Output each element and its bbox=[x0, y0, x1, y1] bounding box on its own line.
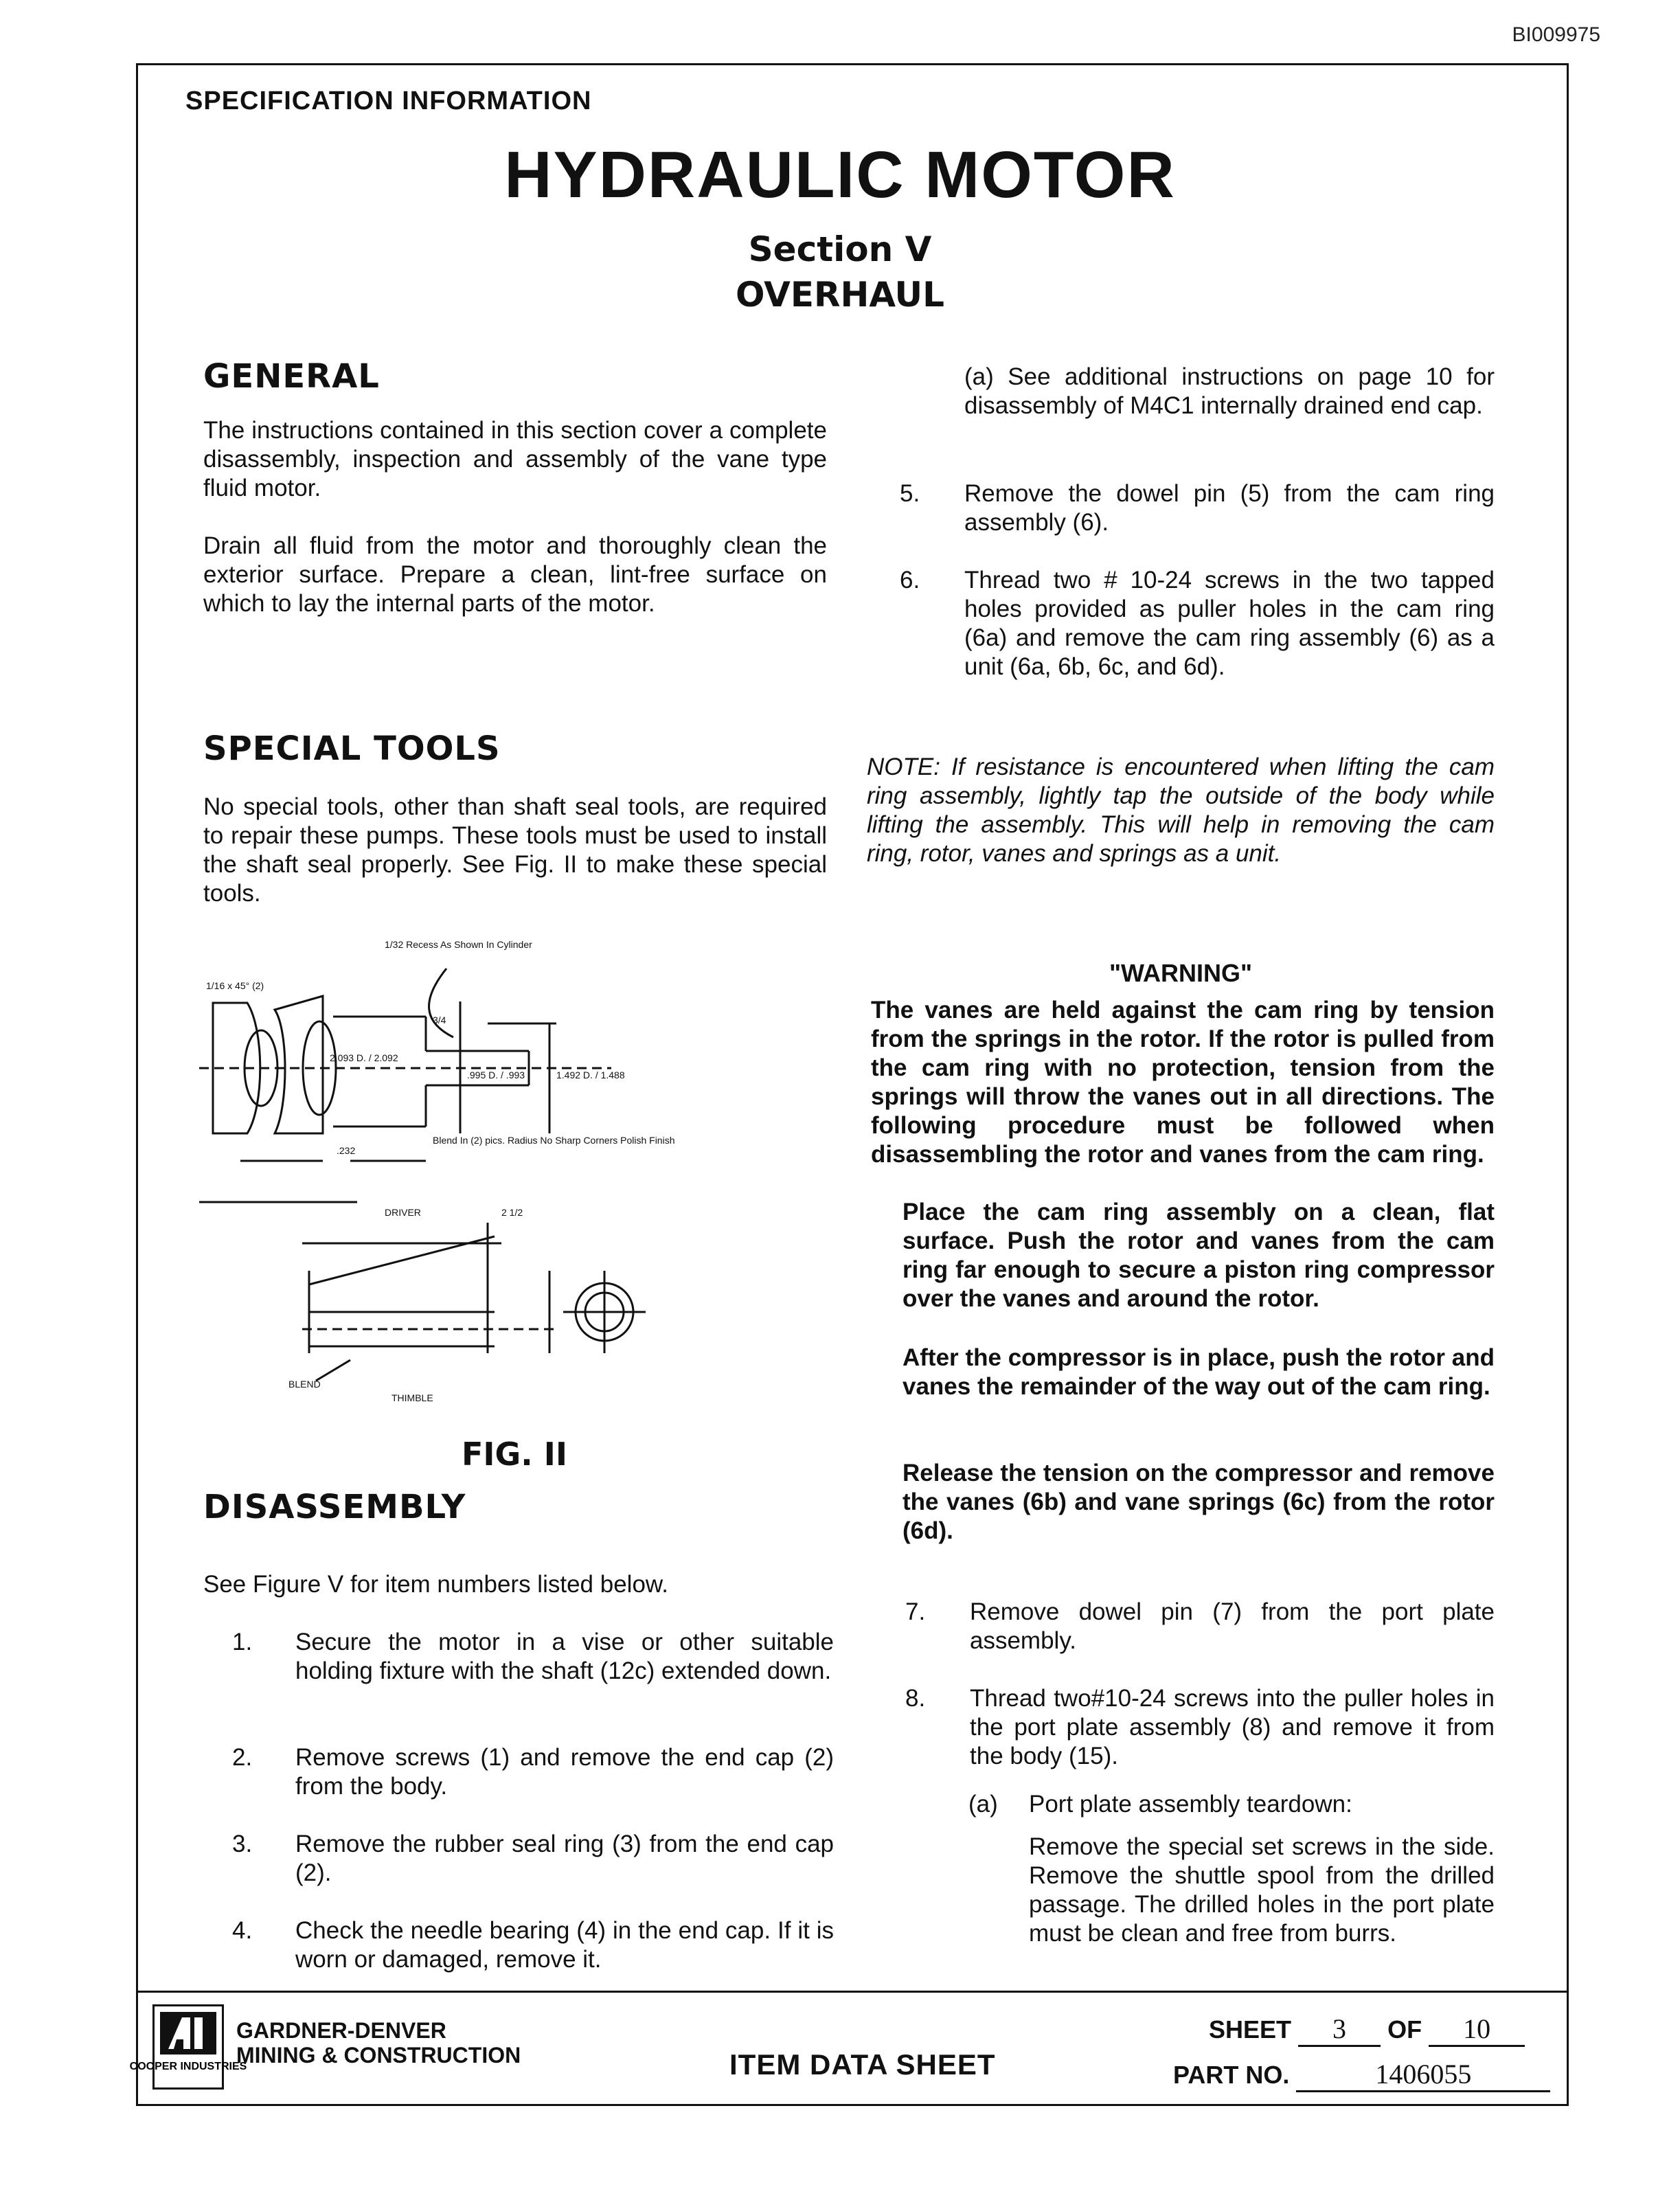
list-item bbox=[905, 1684, 1495, 1771]
substep-a-title: Port plate assembly teardown: bbox=[1029, 1791, 1352, 1818]
fig-label-driver: DRIVER bbox=[385, 1207, 421, 1218]
step-number: 1. bbox=[232, 1629, 253, 1655]
step-number: 4. bbox=[232, 1917, 253, 1944]
substep-a-text: Remove the special set screws in the side. Remove the shuttle spool from the drilled passage. The drilled holes in the port plate must be clean and free from burrs. bbox=[1029, 1833, 1495, 1947]
figure-caption: FIG. II bbox=[462, 1436, 568, 1473]
sheet-total: 10 bbox=[1429, 2013, 1525, 2047]
step-text: Remove the rubber seal ring (3) from the end cap (2). bbox=[295, 1831, 834, 1886]
fig-label-length: 2 1/2 bbox=[501, 1207, 523, 1218]
sheet-number: 3 bbox=[1298, 2013, 1381, 2047]
step-number: 6. bbox=[900, 567, 920, 593]
fig-label-dim-e: 3/4 bbox=[433, 1015, 446, 1026]
step-number: 5. bbox=[900, 480, 920, 507]
step-text: Remove the dowel pin (5) from the cam ring assembly (6). bbox=[964, 480, 1495, 536]
step-4a-text: (a) See additional instructions on page 10 for disassembly of M4C1 internally drained end cap. bbox=[964, 363, 1495, 419]
step-text: Secure the motor in a vise or other suitable holding fixture with the shaft (12c) extended down. bbox=[295, 1629, 834, 1684]
section-subtitle: OVERHAUL bbox=[736, 275, 944, 315]
list-item bbox=[232, 1628, 834, 1714]
step-number: 8. bbox=[905, 1685, 926, 1712]
sheet-info bbox=[1209, 2013, 1525, 2047]
special-tools-paragraph: No special tools, other than shaft seal tools, are required to repair these pumps. These tools must be used to install the shaft seal properly. See Fig. II to make these special tools. bbox=[203, 793, 827, 907]
disassembly-intro: See Figure V for item numbers listed below. bbox=[203, 1571, 668, 1598]
step-number: 7. bbox=[905, 1598, 926, 1625]
step-number: 2. bbox=[232, 1744, 253, 1771]
list-item bbox=[900, 566, 1495, 681]
list-item bbox=[232, 1830, 834, 1888]
warning-step-2: After the compressor is in place, push the rotor and vanes the remainder of the way out of the cam ring. bbox=[903, 1344, 1495, 1400]
of-label: OF bbox=[1387, 2015, 1422, 2044]
company-line-1: GARDNER-DENVER bbox=[236, 2018, 446, 2043]
fig-label-top-note: 1/32 Recess As Shown In Cylinder bbox=[385, 939, 532, 950]
fig-label-corners: Blend In (2) pics. Radius No Sharp Corners Polish Finish bbox=[433, 1135, 675, 1146]
general-paragraph-2: Drain all fluid from the motor and thoroughly clean the exterior surface. Prepare a clean, lint-free surface on which to lay the internal parts of the motor. bbox=[203, 532, 827, 617]
list-item bbox=[905, 1598, 1495, 1655]
fig-label-thimble: THIMBLE bbox=[391, 1392, 433, 1403]
sheet-label: SHEET bbox=[1209, 2015, 1292, 2044]
document-id: BI009975 bbox=[1512, 23, 1600, 46]
company-line-2: MINING & CONSTRUCTION bbox=[236, 2043, 521, 2068]
list-item bbox=[232, 1916, 834, 1974]
spec-header: SPECIFICATION INFORMATION bbox=[185, 87, 592, 115]
fig-label-blend: BLEND bbox=[288, 1379, 321, 1390]
step-number: 3. bbox=[232, 1831, 253, 1857]
item-data-sheet-label: ITEM DATA SHEET bbox=[729, 2048, 996, 2081]
footer-divider bbox=[136, 1991, 1569, 1993]
general-heading: GENERAL bbox=[203, 357, 380, 396]
warning-text: The vanes are held against the cam ring by tension from the springs in the rotor. If the rotor is pulled from the cam ring with no protection, tension from the springs will throw the vanes out in all directions. The following procedure must be followed when disassembling the rotor and vanes from the cam ring. bbox=[871, 997, 1495, 1168]
step-text: Thread two # 10-24 screws in the two tapped holes provided as puller holes in the cam ring (6a) and remove the cam ring assembly (6) as a unit (6a, 6b, 6c, and 6d). bbox=[964, 567, 1495, 680]
fig-label-dim-c: 1.492 D. / 1.488 bbox=[556, 1069, 625, 1080]
seal-tool-figure bbox=[199, 927, 859, 1422]
note-text: NOTE: If resistance is encountered when lifting the cam ring assembly, lightly tap the outside of the body while lifting the assembly. This will help in removing the cam ring, rotor, vanes and springs as a unit. bbox=[867, 754, 1495, 867]
section-number: Section V bbox=[748, 229, 932, 269]
company-name bbox=[236, 2018, 521, 2068]
list-item bbox=[232, 1743, 834, 1801]
step-text: Check the needle bearing (4) in the end cap. If it is worn or damaged, remove it. bbox=[295, 1917, 834, 1973]
fig-label-chamfer: 1/16 x 45° (2) bbox=[206, 980, 264, 991]
substep-a-label: (a) bbox=[968, 1791, 998, 1818]
part-label: PART NO. bbox=[1173, 2061, 1290, 2089]
company-logo bbox=[129, 2004, 247, 2090]
step-text: Thread two#10-24 screws into the puller holes in the port plate assembly (8) and remove it from the body (15). bbox=[970, 1685, 1495, 1769]
step-text: Remove screws (1) and remove the end cap (2) from the body. bbox=[295, 1744, 834, 1800]
fig-label-dim-d: .232 bbox=[337, 1145, 356, 1156]
logo-text: COOPER INDUSTRIES bbox=[129, 2061, 247, 2072]
step-text: Remove dowel pin (7) from the port plate assembly. bbox=[970, 1598, 1495, 1654]
section-heading bbox=[0, 227, 1680, 317]
list-item bbox=[900, 479, 1495, 537]
general-paragraph-1: The instructions contained in this section cover a complete disassembly, inspection and assembly of the vane type fluid motor. bbox=[203, 417, 827, 501]
fig-label-dim-a: 2.093 D. / 2.092 bbox=[330, 1052, 398, 1063]
warning-step-3: Release the tension on the compressor and remove the vanes (6b) and vane springs (6c) from the rotor (6d). bbox=[903, 1460, 1495, 1544]
special-tools-heading: SPECIAL TOOLS bbox=[203, 729, 501, 768]
page-title: HYDRAULIC MOTOR bbox=[504, 138, 1176, 212]
warning-title: "WARNING" bbox=[1109, 959, 1253, 987]
fig-label-dim-b: .995 D. / .993 bbox=[467, 1069, 525, 1080]
warning-step-1: Place the cam ring assembly on a clean, flat surface. Push the rotor and vanes from the cam ring far enough to secure a piston ring compressor over the vanes and around the rotor. bbox=[903, 1199, 1495, 1312]
disassembly-heading: DISASSEMBLY bbox=[203, 1488, 466, 1526]
part-number: 1406055 bbox=[1296, 2058, 1550, 2092]
part-info bbox=[1173, 2058, 1550, 2092]
